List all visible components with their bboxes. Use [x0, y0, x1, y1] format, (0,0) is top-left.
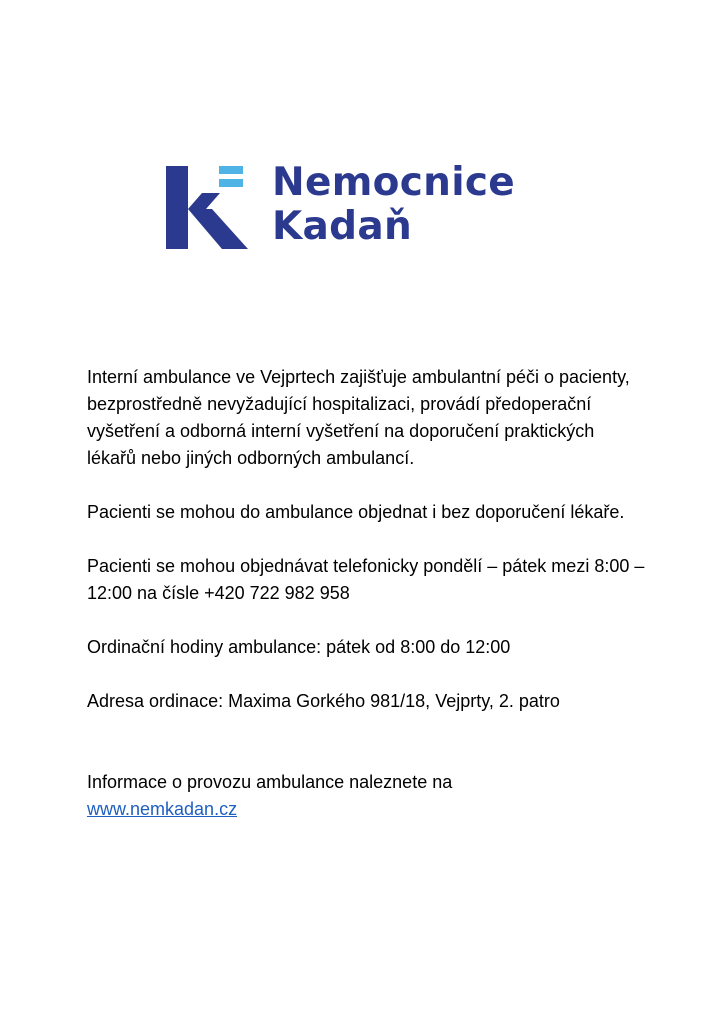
logo-wordmark [272, 161, 515, 249]
link-paragraph [87, 796, 647, 823]
logo-line-nemocnice: Nemocnice [272, 160, 516, 205]
paragraph-office-hours: Ordinační hodiny ambulance: pátek od 8:00 do 12:00 [87, 637, 511, 657]
paragraph-phone-booking: Pacienti se mohou objednávat telefonicky pondělí – pátek mezi 8:00 – 12:00 na čísle +420 722 982 958 [87, 556, 645, 603]
logo-k-icon [166, 163, 248, 249]
hospital-logo [166, 160, 556, 253]
website-link[interactable]: www.nemkadan.cz [87, 799, 238, 819]
paragraph-no-referral: Pacienti se mohou do ambulance objednat i bez doporučení lékaře. [87, 502, 625, 522]
document-body [87, 364, 647, 823]
paragraph-info: Informace o provozu ambulance naleznete na [87, 772, 453, 792]
logo-line-kadan: Kadaň [272, 204, 413, 249]
paragraph-intro: Interní ambulance ve Vejprtech zajišťuje ambulantní péči o pacienty, bezprostředně nevyžadující hospitalizaci, provádí předoperační vyšetření a odborná interní vyšetření na doporučení praktických lékařů nebo jiných odborných ambulancí. [87, 367, 630, 468]
paragraph-address: Adresa ordinace: Maxima Gorkého 981/18, Vejprty, 2. patro [87, 691, 560, 711]
